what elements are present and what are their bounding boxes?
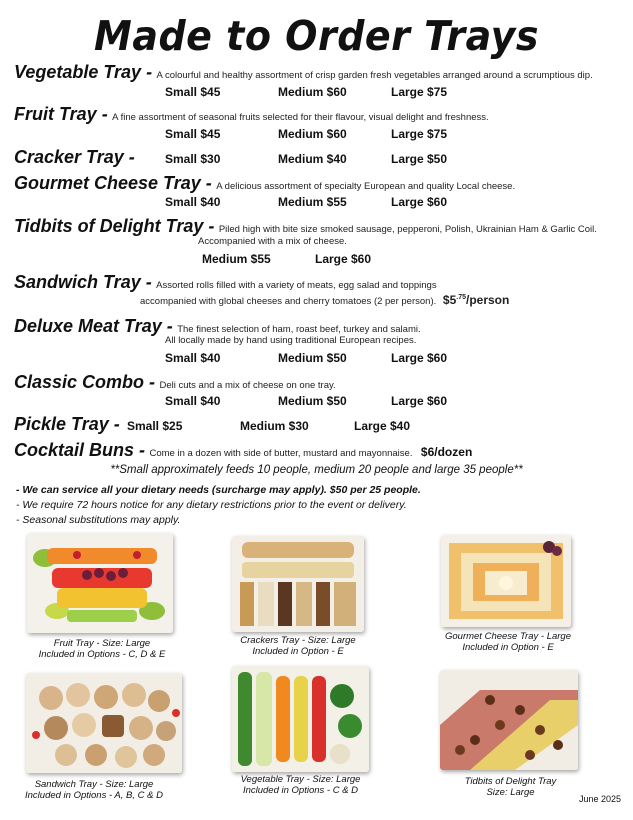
- price-small: Small $30: [165, 152, 221, 166]
- gourmet-cheese-caption: [438, 631, 578, 653]
- tidbits-tray-heading: [14, 216, 597, 237]
- tray-description: Assorted rolls filled with a variety of meats, egg salad and toppings: [156, 280, 437, 291]
- vegetable-tray-heading: [14, 62, 593, 83]
- price-large: Large $60: [315, 252, 372, 266]
- price-large: Large $60: [391, 351, 448, 365]
- substitution-note: - Seasonal substitutions may apply.: [16, 514, 181, 526]
- sandwich-description-line2: [140, 293, 509, 307]
- caption-line1: Gourmet Cheese Tray - Large: [444, 631, 571, 642]
- price-small: Small $45: [165, 85, 221, 99]
- price-large: Large $60: [391, 195, 448, 209]
- tray-name: Cracker Tray -: [14, 147, 135, 167]
- price-medium: Medium $55: [278, 195, 347, 209]
- cracker-tray-heading: [14, 147, 135, 168]
- tray-name: Cocktail Buns -: [14, 440, 146, 460]
- deluxe-meat-tray-heading: [14, 316, 421, 337]
- price-medium: Medium $55: [202, 252, 271, 266]
- vegetable-tray-photo: [232, 666, 369, 772]
- price-cents: .75: [456, 294, 466, 301]
- cocktail-buns-heading: [14, 440, 472, 461]
- price-small: Small $25: [127, 419, 183, 433]
- sandwich-tray-photo: [26, 673, 182, 773]
- tray-name: Tidbits of Delight Tray -: [14, 216, 215, 236]
- price-dollars: $5: [442, 293, 457, 307]
- caption-line1: Tidbits of Delight Tray: [464, 776, 557, 787]
- tray-description-line2: All locally made by hand using traditional European recipes.: [165, 335, 417, 346]
- price-medium: Medium $40: [278, 152, 347, 166]
- feeds-note: **Small approximately feeds 10 people, medium 20 people and large 35 people**: [110, 464, 523, 476]
- price-small: Small $40: [165, 394, 221, 408]
- price-medium: Medium $50: [278, 351, 347, 365]
- caption-line2: Included in Option - E: [462, 642, 554, 653]
- tray-name: Deluxe Meat Tray -: [14, 316, 173, 336]
- price-unit: /person: [465, 293, 510, 307]
- price-medium: Medium $50: [278, 394, 347, 408]
- price-large: Large $60: [391, 394, 448, 408]
- fruit-tray-caption: [27, 638, 177, 660]
- notice-note: - We require 72 hours notice for any dietary restrictions prior to the event or delivery.: [16, 499, 407, 511]
- price-large: Large $75: [391, 127, 448, 141]
- tray-description-line2: accompanied with global cheeses and cherry tomatoes (2 per person).: [140, 296, 437, 307]
- price-small: Small $40: [165, 195, 221, 209]
- caption-line1: Fruit Tray - Size: Large: [53, 638, 151, 649]
- tidbits-tray-caption: [438, 776, 583, 798]
- tray-description: A delicious assortment of specialty European and quality Local cheese.: [216, 181, 516, 192]
- cocktail-buns-price: $6/dozen: [420, 445, 473, 459]
- caption-line1: Vegetable Tray - Size: Large: [240, 774, 361, 785]
- sandwich-price: [443, 293, 509, 307]
- gourmet-cheese-tray-heading: [14, 173, 515, 194]
- tray-description: Deli cuts and a mix of cheese on one tray.: [159, 380, 336, 391]
- caption-line1: Crackers Tray - Size: Large: [240, 635, 356, 646]
- caption-line2: Included in Option - E: [252, 646, 344, 657]
- crackers-tray-photo: [232, 536, 364, 632]
- tray-description: The finest selection of ham, roast beef, turkey and salami.: [177, 324, 421, 335]
- pickle-tray-heading: [14, 414, 120, 435]
- price-medium: Medium $60: [278, 127, 347, 141]
- price-large: Large $40: [354, 419, 411, 433]
- classic-combo-heading: [14, 372, 336, 393]
- vegetable-tray-caption: [228, 774, 373, 796]
- date-label: June 2025: [578, 794, 621, 804]
- tray-description: A colourful and healthy assortment of crisp garden fresh vegetables arranged around a scrumptious dip.: [156, 70, 593, 81]
- tray-name: Vegetable Tray -: [14, 62, 153, 82]
- caption-line2: Included in Options - A, B, C & D: [25, 790, 163, 801]
- tray-description: Come in a dozen with side of butter, mustard and mayonnaise.: [149, 448, 413, 459]
- caption-line2: Size: Large: [486, 787, 535, 798]
- tray-name: Pickle Tray -: [14, 414, 120, 434]
- caption-line2: Included in Options - C & D: [242, 785, 359, 796]
- price-medium: Medium $60: [278, 85, 347, 99]
- tidbits-tray-photo: [440, 670, 578, 770]
- tray-description-line2: Accompanied with a mix of cheese.: [198, 236, 347, 247]
- fruit-tray-photo: [27, 533, 173, 633]
- price-large: Large $75: [391, 85, 448, 99]
- caption-line1: Sandwich Tray - Size: Large: [34, 779, 154, 790]
- crackers-tray-caption: [228, 635, 368, 657]
- sandwich-tray-heading: [14, 272, 437, 293]
- caption-line2: Included in Options - C, D & E: [38, 649, 166, 660]
- tray-name: Fruit Tray -: [14, 104, 108, 124]
- price-large: Large $50: [391, 152, 448, 166]
- dietary-note: - We can service all your dietary needs (surcharge may apply). $50 per 25 people.: [16, 484, 421, 496]
- gourmet-cheese-tray-photo: [441, 535, 571, 627]
- fruit-tray-heading: [14, 104, 489, 125]
- tray-description: A fine assortment of seasonal fruits selected for their flavour, visual delight and freshness.: [112, 112, 489, 123]
- tray-name: Classic Combo -: [14, 372, 156, 392]
- sandwich-tray-caption: [14, 779, 174, 801]
- tray-name: Sandwich Tray -: [14, 272, 152, 292]
- page-title: Made to Order Trays: [94, 12, 539, 60]
- tray-description: Piled high with bite size smoked sausage, pepperoni, Polish, Ukrainian Ham & Garlic Coil.: [218, 224, 597, 235]
- price-medium: Medium $30: [240, 419, 309, 433]
- price-small: Small $40: [165, 351, 221, 365]
- price-small: Small $45: [165, 127, 221, 141]
- tray-name: Gourmet Cheese Tray -: [14, 173, 212, 193]
